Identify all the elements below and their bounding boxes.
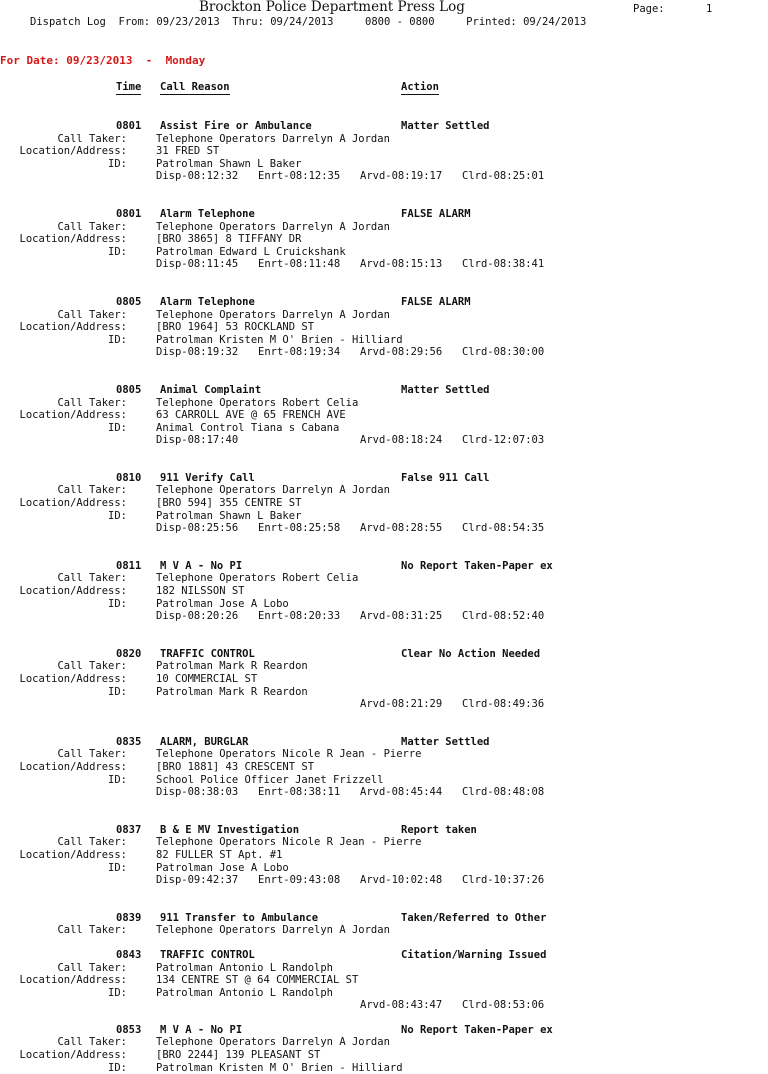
location-value: [BRO 1964] 53 ROCKLAND ST	[156, 321, 315, 334]
arrived-time: Arvd-08:43:47	[360, 999, 443, 1012]
entry-location-row	[0, 497, 768, 510]
call-taker-label: Call Taker:	[57, 220, 127, 233]
dispatch-entry	[0, 384, 768, 447]
entry-action: FALSE ALARM	[401, 207, 471, 220]
arrived-time: Arvd-08:18:24	[360, 434, 443, 447]
page-label: Page:	[633, 3, 665, 15]
location-label: Location/Address:	[19, 974, 127, 987]
entry-location-row	[0, 233, 768, 246]
id-value: School Police Officer Janet Frizzell	[156, 773, 384, 786]
dispatch-entry	[0, 736, 768, 799]
call-taker-value: Telephone Operators Darrelyn A Jordan	[156, 132, 390, 145]
entry-heading-row	[0, 384, 768, 397]
entry-call-taker-row	[0, 836, 768, 849]
location-label: Location/Address:	[19, 760, 127, 773]
entry-action: Matter Settled	[401, 735, 490, 748]
call-taker-value: Telephone Operators Darrelyn A Jordan	[156, 1036, 390, 1049]
location-value: 82 FULLER ST Apt. #1	[156, 848, 283, 861]
location-label: Location/Address:	[19, 673, 127, 685]
dispatch-time: Disp-08:19:32	[156, 346, 239, 359]
location-value: 182 NILSSON ST	[156, 585, 245, 598]
entry-id-row	[0, 598, 768, 611]
entry-id-row	[0, 686, 768, 699]
entry-times-row	[0, 258, 768, 271]
entry-time: 0811	[116, 559, 142, 572]
arrived-time: Arvd-08:19:17	[360, 170, 443, 183]
arrived-time: Arvd-08:29:56	[360, 346, 443, 359]
dispatch-entry	[0, 949, 768, 1012]
id-value: Animal Control Tiana s Cabana	[156, 421, 340, 434]
arrived-time: Arvd-10:02:48	[360, 874, 443, 887]
call-taker-value: Telephone Operators Nicole R Jean - Pierre	[156, 748, 422, 761]
entry-call-taker-row	[0, 924, 768, 937]
entry-times-row	[0, 346, 768, 359]
id-label: ID:	[108, 157, 127, 170]
entry-action: False 911 Call	[401, 471, 490, 484]
arrived-time: Arvd-08:28:55	[360, 522, 443, 535]
call-taker-label: Call Taker:	[57, 748, 127, 761]
entry-call-taker-row	[0, 309, 768, 322]
cleared-time: Clrd-08:49:36	[462, 698, 545, 711]
enroute-time: Enrt-08:20:33	[258, 610, 341, 623]
entry-call-taker-row	[0, 221, 768, 234]
id-label: ID:	[108, 773, 127, 786]
call-taker-label: Call Taker:	[57, 132, 127, 145]
entry-call-reason: TRAFFIC CONTROL	[160, 948, 255, 961]
dispatch-entry	[0, 648, 768, 711]
entry-call-taker-row	[0, 397, 768, 410]
entry-id-row	[0, 246, 768, 259]
entry-call-taker-row	[0, 660, 768, 673]
entry-heading-row	[0, 472, 768, 485]
column-header-time: Time	[116, 81, 142, 93]
entry-action: Citation/Warning Issued	[401, 948, 547, 961]
column-header-action: Action	[401, 81, 439, 93]
id-value: Patrolman Kristen M O' Brien - Hilliard	[156, 1061, 403, 1074]
id-label: ID:	[108, 421, 127, 434]
id-value: Patrolman Antonio L Randolph	[156, 986, 334, 999]
location-value: [BRO 1881] 43 CRESCENT ST	[156, 760, 315, 773]
entry-heading-row	[0, 736, 768, 749]
location-label: Location/Address:	[19, 1049, 127, 1062]
id-value: Patrolman Kristen M O' Brien - Hilliard	[156, 333, 403, 346]
entry-location-row	[0, 1049, 768, 1062]
id-label: ID:	[108, 597, 127, 610]
dispatch-entry	[0, 912, 768, 937]
entry-call-reason: ALARM, BURGLAR	[160, 735, 249, 748]
entry-call-reason: Alarm Telephone	[160, 295, 255, 308]
entry-heading-row	[0, 560, 768, 573]
call-taker-label: Call Taker:	[57, 961, 127, 974]
location-label: Location/Address:	[19, 321, 127, 334]
location-value: 134 CENTRE ST @ 64 COMMERCIAL ST	[156, 974, 359, 987]
enroute-time: Enrt-08:11:48	[258, 258, 341, 271]
arrived-time: Arvd-08:15:13	[360, 258, 443, 271]
cleared-time: Clrd-08:53:06	[462, 999, 545, 1012]
cleared-time: Clrd-08:38:41	[462, 258, 545, 271]
entry-id-row	[0, 862, 768, 875]
id-label: ID:	[108, 685, 127, 698]
entry-time: 0853	[116, 1023, 142, 1036]
report-header	[0, 2, 768, 16]
entry-call-taker-row	[0, 1036, 768, 1049]
enroute-time: Enrt-08:25:58	[258, 522, 341, 535]
dispatch-entry	[0, 296, 768, 359]
entry-time: 0835	[116, 735, 142, 748]
entry-call-reason: TRAFFIC CONTROL	[160, 647, 255, 660]
entry-time: 0843	[116, 948, 142, 961]
entry-action: Clear No Action Needed	[401, 647, 541, 660]
location-value: [BRO 2244] 139 PLEASANT ST	[156, 1049, 321, 1062]
entry-time: 0801	[116, 207, 142, 220]
entry-heading-row	[0, 648, 768, 661]
call-taker-label: Call Taker:	[57, 924, 127, 937]
entry-heading-row	[0, 120, 768, 133]
call-taker-label: Call Taker:	[57, 1036, 127, 1049]
location-value: 31 FRED ST	[156, 145, 220, 158]
cleared-time: Clrd-08:54:35	[462, 522, 545, 535]
location-label: Location/Address:	[19, 585, 127, 598]
call-taker-value: Patrolman Antonio L Randolph	[156, 961, 334, 974]
dispatch-time: Disp-08:12:32	[156, 170, 239, 183]
id-value: Patrolman Edward L Cruickshank	[156, 245, 346, 258]
entry-heading-row	[0, 208, 768, 221]
entry-heading-row	[0, 1024, 768, 1037]
arrived-time: Arvd-08:21:29	[360, 698, 443, 711]
call-taker-label: Call Taker:	[57, 308, 127, 321]
entry-time: 0820	[116, 647, 142, 660]
entry-location-row	[0, 321, 768, 334]
call-taker-label: Call Taker:	[57, 396, 127, 409]
entry-heading-row	[0, 912, 768, 925]
enroute-time: Enrt-08:12:35	[258, 170, 341, 183]
arrived-time: Arvd-08:45:44	[360, 786, 443, 799]
entry-times-row	[0, 698, 768, 711]
entry-call-taker-row	[0, 962, 768, 975]
entry-call-reason: Alarm Telephone	[160, 207, 255, 220]
dispatch-time: Disp-08:25:56	[156, 522, 239, 535]
id-value: Patrolman Mark R Reardon	[156, 685, 308, 698]
location-label: Location/Address:	[19, 497, 127, 510]
id-label: ID:	[108, 509, 127, 522]
entry-id-row	[0, 510, 768, 523]
entry-times-row	[0, 874, 768, 887]
location-value: 63 CARROLL AVE @ 65 FRENCH AVE	[156, 409, 346, 422]
entry-location-row	[0, 409, 768, 422]
call-taker-value: Telephone Operators Darrelyn A Jordan	[156, 924, 390, 937]
id-label: ID:	[108, 333, 127, 346]
entry-call-reason: M V A - No PI	[160, 559, 243, 572]
for-date-heading: For Date: 09/23/2013 - Monday	[0, 54, 206, 67]
entry-heading-row	[0, 949, 768, 962]
entry-id-row	[0, 1062, 768, 1074]
entry-id-row	[0, 334, 768, 347]
arrived-time: Arvd-08:31:25	[360, 610, 443, 623]
id-label: ID:	[108, 1061, 127, 1074]
entry-action: Report taken	[401, 823, 477, 836]
entry-time: 0805	[116, 295, 142, 308]
call-taker-label: Call Taker:	[57, 660, 127, 673]
location-label: Location/Address:	[19, 409, 127, 422]
entry-call-reason: 911 Transfer to Ambulance	[160, 911, 319, 924]
report-title: Brockton Police Department Press Log	[199, 0, 465, 15]
call-taker-value: Telephone Operators Nicole R Jean - Pierre	[156, 836, 422, 849]
cleared-time: Clrd-08:30:00	[462, 346, 545, 359]
entry-id-row	[0, 987, 768, 1000]
cleared-time: Clrd-10:37:26	[462, 874, 545, 887]
call-taker-value: Telephone Operators Robert Celia	[156, 396, 359, 409]
entry-time: 0805	[116, 383, 142, 396]
location-label: Location/Address:	[19, 848, 127, 861]
call-taker-value: Telephone Operators Darrelyn A Jordan	[156, 484, 390, 497]
entry-id-row	[0, 158, 768, 171]
entry-action: Taken/Referred to Other	[401, 911, 547, 924]
entry-id-row	[0, 774, 768, 787]
id-value: Patrolman Shawn L Baker	[156, 509, 302, 522]
id-label: ID:	[108, 245, 127, 258]
entry-action: No Report Taken-Paper ex	[401, 559, 553, 572]
entry-times-row	[0, 170, 768, 183]
id-label: ID:	[108, 861, 127, 874]
call-taker-label: Call Taker:	[57, 572, 127, 585]
id-value: Patrolman Jose A Lobo	[156, 597, 289, 610]
call-taker-value: Telephone Operators Robert Celia	[156, 572, 359, 585]
dispatch-time: Disp-08:38:03	[156, 786, 239, 799]
location-value: [BRO 594] 355 CENTRE ST	[156, 497, 302, 510]
enroute-time: Enrt-08:38:11	[258, 786, 341, 799]
cleared-time: Clrd-08:48:08	[462, 786, 545, 799]
entry-action: No Report Taken-Paper ex	[401, 1023, 553, 1036]
entry-call-taker-row	[0, 484, 768, 497]
dispatch-time: Disp-08:17:40	[156, 434, 239, 447]
dispatch-entries	[0, 108, 768, 1074]
dispatch-entry	[0, 208, 768, 271]
entry-call-reason: Assist Fire or Ambulance	[160, 120, 312, 132]
call-taker-value: Telephone Operators Darrelyn A Jordan	[156, 308, 390, 321]
entry-heading-row	[0, 296, 768, 309]
cleared-time: Clrd-08:25:01	[462, 170, 545, 183]
location-value: [BRO 3865] 8 TIFFANY DR	[156, 233, 302, 246]
dispatch-time: Disp-08:11:45	[156, 258, 239, 271]
dispatch-time: Disp-09:42:37	[156, 874, 239, 887]
entry-location-row	[0, 974, 768, 987]
cleared-time: Clrd-08:52:40	[462, 610, 545, 623]
entry-action: Matter Settled	[401, 383, 490, 396]
entry-call-reason: Animal Complaint	[160, 383, 262, 396]
report-subheader	[0, 15, 768, 29]
entry-action: FALSE ALARM	[401, 295, 471, 308]
cleared-time: Clrd-12:07:03	[462, 434, 545, 447]
entry-location-row	[0, 761, 768, 774]
entry-location-row	[0, 849, 768, 862]
dispatch-entry	[0, 472, 768, 535]
entry-id-row	[0, 422, 768, 435]
entry-times-row	[0, 610, 768, 623]
dispatch-time: Disp-08:20:26	[156, 610, 239, 623]
entry-times-row	[0, 434, 768, 447]
page-number: 1	[706, 3, 713, 15]
dispatch-entry	[0, 120, 768, 183]
id-value: Patrolman Shawn L Baker	[156, 157, 302, 170]
call-taker-value: Patrolman Mark R Reardon	[156, 660, 308, 673]
location-label: Location/Address:	[19, 145, 127, 158]
entry-call-reason: M V A - No PI	[160, 1023, 243, 1036]
id-value: Patrolman Jose A Lobo	[156, 861, 289, 874]
entry-call-reason: B & E MV Investigation	[160, 823, 300, 836]
entry-location-row	[0, 673, 768, 686]
call-taker-label: Call Taker:	[57, 836, 127, 849]
dispatch-entry	[0, 1024, 768, 1074]
id-label: ID:	[108, 986, 127, 999]
dispatch-entry	[0, 560, 768, 623]
entry-time: 0810	[116, 471, 142, 484]
enroute-time: Enrt-09:43:08	[258, 874, 341, 887]
entry-action: Matter Settled	[401, 120, 490, 132]
call-taker-value: Telephone Operators Darrelyn A Jordan	[156, 220, 390, 233]
dispatch-entry	[0, 824, 768, 887]
entry-time: 0839	[116, 911, 142, 924]
entry-call-taker-row	[0, 133, 768, 146]
call-taker-label: Call Taker:	[57, 484, 127, 497]
entry-call-taker-row	[0, 572, 768, 585]
entry-location-row	[0, 585, 768, 598]
entry-times-row	[0, 522, 768, 535]
report-subtitle: Dispatch Log From: 09/23/2013 Thru: 09/24/2013 0800 - 0800 Printed: 09/24/2013	[30, 16, 587, 28]
entry-location-row	[0, 145, 768, 158]
location-label: Location/Address:	[19, 233, 127, 246]
entry-heading-row	[0, 824, 768, 837]
entry-time: 0837	[116, 823, 142, 836]
entry-time: 0801	[116, 120, 142, 132]
entry-call-taker-row	[0, 748, 768, 761]
entry-call-reason: 911 Verify Call	[160, 471, 255, 484]
entry-times-row	[0, 786, 768, 799]
enroute-time: Enrt-08:19:34	[258, 346, 341, 359]
entry-times-row	[0, 999, 768, 1012]
column-header-reason: Call Reason	[160, 81, 230, 93]
location-value: 10 COMMERCIAL ST	[156, 673, 258, 685]
